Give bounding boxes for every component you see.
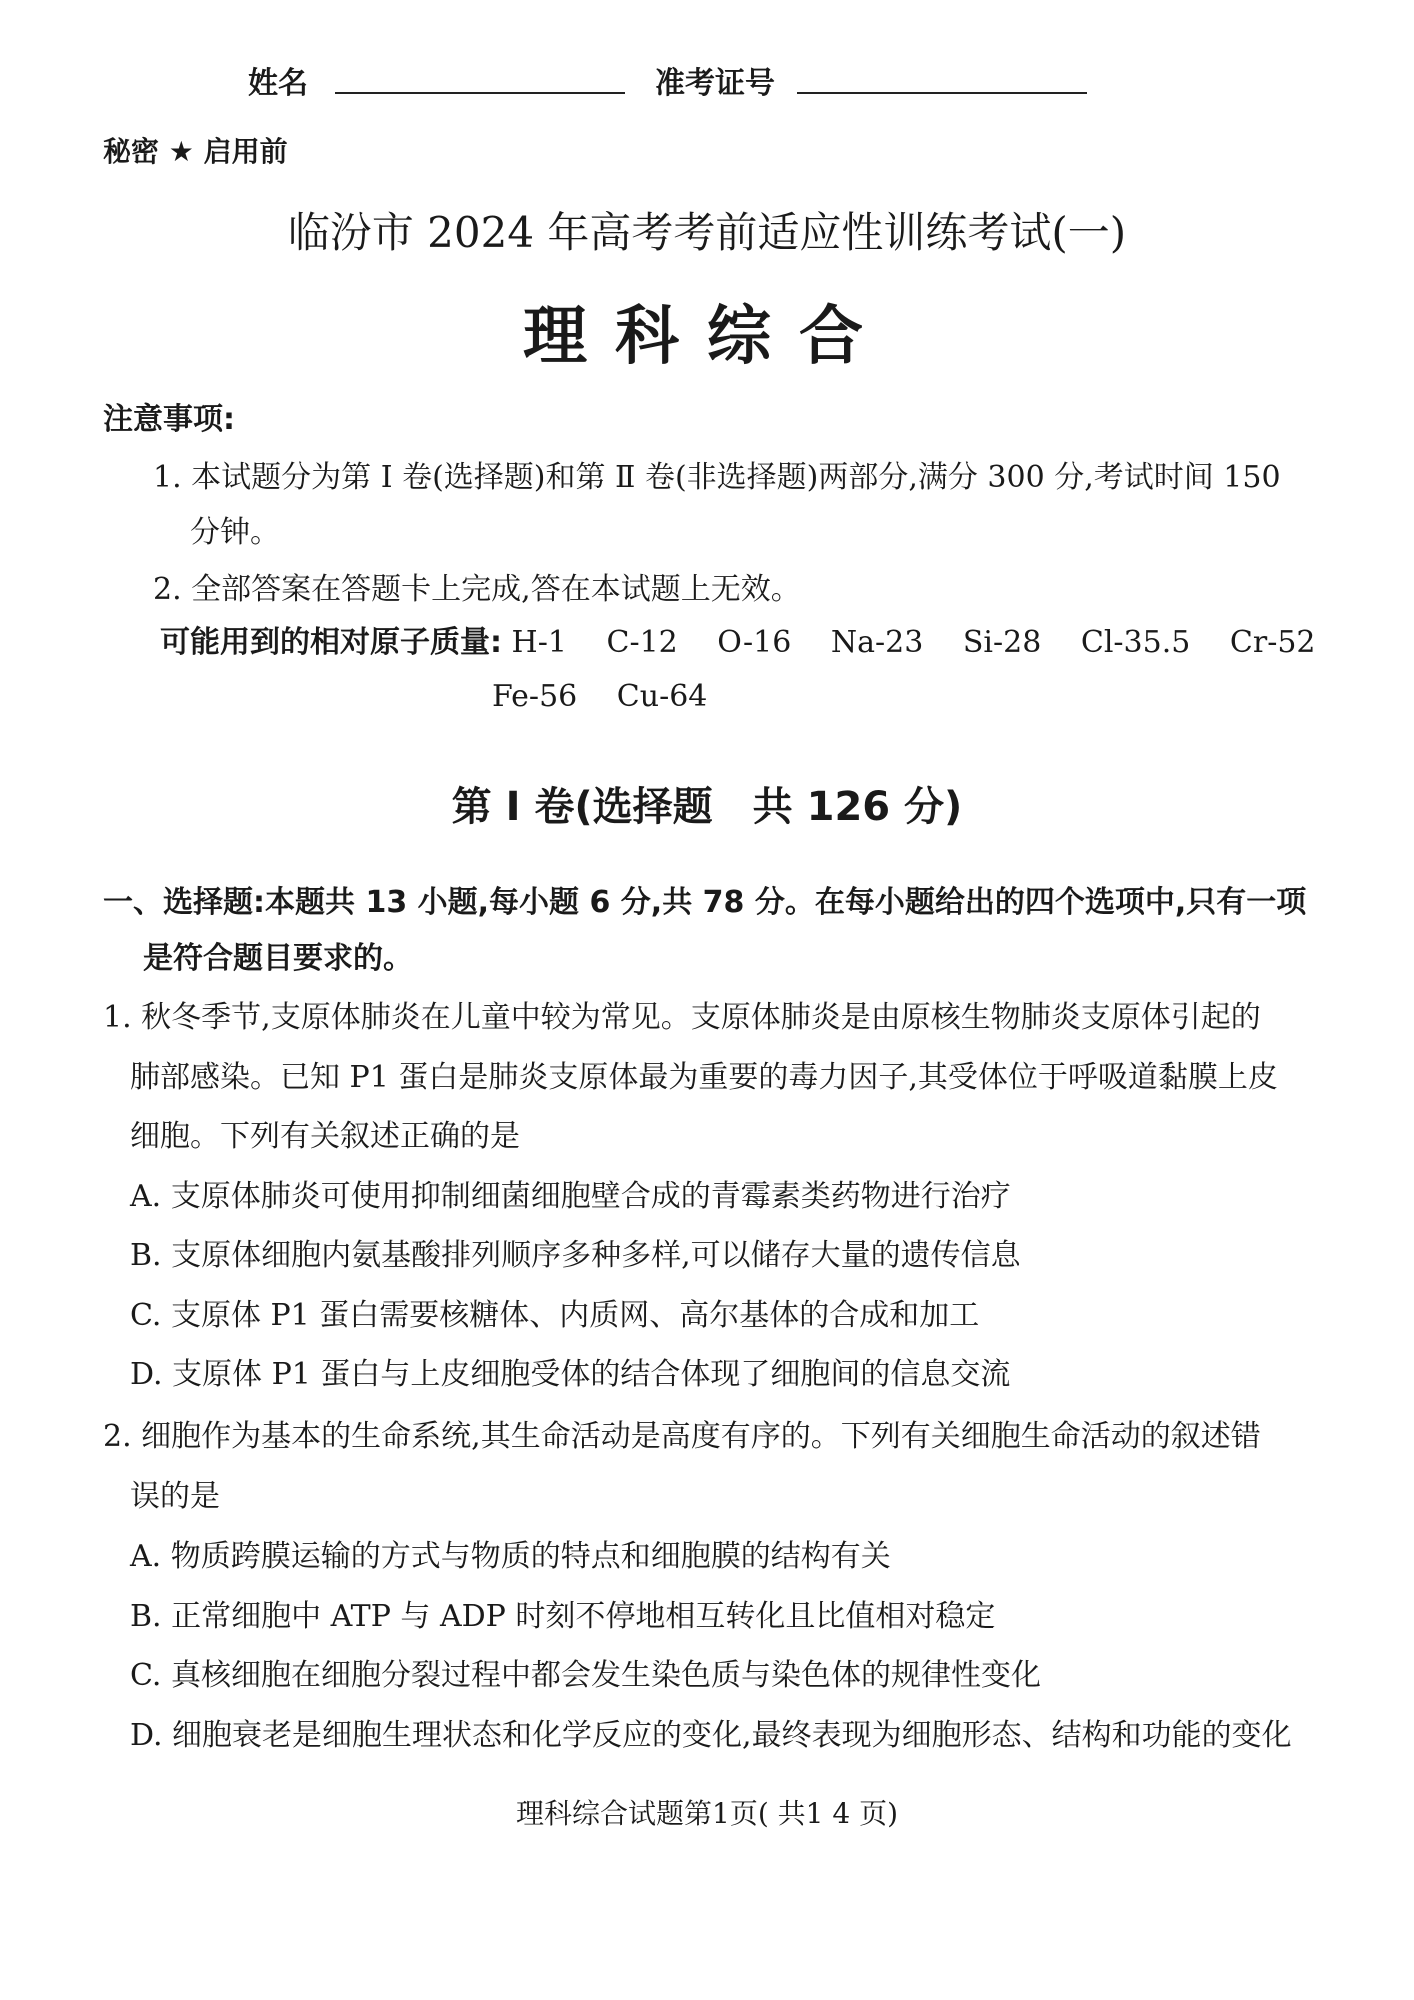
question-1-option-c: C. 支原体 P1 蛋白需要核糖体、内质网、高尔基体的合成和加工 <box>130 1298 980 1333</box>
mass-item: O-16 <box>717 625 792 660</box>
question-2-option-a: A. 物质跨膜运输的方式与物质的特点和细胞膜的结构有关 <box>130 1539 891 1574</box>
name-label: 姓名 <box>248 66 308 101</box>
notes-item-1-line-2: 分钟。 <box>190 515 280 550</box>
mass-item: Si-28 <box>962 625 1042 660</box>
question-1-option-d: D. 支原体 P1 蛋白与上皮细胞受体的结合体现了细胞间的信息交流 <box>130 1357 1011 1392</box>
subject-title: 理科综合 <box>523 300 891 374</box>
section-instruction-line-1: 一、选择题:本题共 13 小题,每小题 6 分,共 78 分。在每小题给出的四个选项中,只有一项 <box>103 885 1307 920</box>
atomic-masses-line-2 <box>492 679 737 714</box>
question-2-option-c: C. 真核细胞在细胞分裂过程中都会发生染色质与染色体的规律性变化 <box>130 1658 1041 1693</box>
question-2-option-b: B. 正常细胞中 ATP 与 ADP 时刻不停地相互转化且比值相对稳定 <box>130 1599 996 1634</box>
mass-item: C-12 <box>606 625 678 660</box>
question-1-option-a: A. 支原体肺炎可使用抑制细菌细胞壁合成的青霉素类药物进行治疗 <box>130 1179 1011 1214</box>
mass-item: Cr-52 <box>1229 625 1316 660</box>
notes-item-1-line-1: 1. 本试题分为第 Ⅰ 卷(选择题)和第 Ⅱ 卷(非选择题)两部分,满分 300 分,考试时间 150 <box>153 460 1281 495</box>
atomic-masses-line-1 <box>160 625 1346 660</box>
notes-item-2: 2. 全部答案在答题卡上完成,答在本试题上无效。 <box>153 572 801 607</box>
question-2-stem-line-1: 2. 细胞作为基本的生命系统,其生命活动是高度有序的。下列有关细胞生命活动的叙述错 <box>103 1419 1261 1454</box>
mass-item: Cl-35.5 <box>1080 625 1191 660</box>
exam-id-label: 准考证号 <box>655 66 775 101</box>
section-title: 第 Ⅰ 卷(选择题 共 126 分) <box>451 784 963 830</box>
notes-heading: 注意事项: <box>103 402 235 437</box>
page-footer: 理科综合试题第1页( 共1 4 页) <box>516 1797 898 1830</box>
question-2-option-d: D. 细胞衰老是细胞生理状态和化学反应的变化,最终表现为细胞形态、结构和功能的变化 <box>130 1718 1292 1753</box>
question-1-option-b: B. 支原体细胞内氨基酸排列顺序多种多样,可以储存大量的遗传信息 <box>130 1238 1021 1273</box>
name-blank[interactable] <box>335 92 625 94</box>
exam-id-blank[interactable] <box>797 92 1087 94</box>
question-1-stem-line-3: 细胞。下列有关叙述正确的是 <box>130 1119 520 1154</box>
mass-item: Cu-64 <box>616 679 708 714</box>
atomic-masses-label: 可能用到的相对原子质量: <box>160 625 502 660</box>
section-instruction-line-2: 是符合题目要求的。 <box>143 941 413 976</box>
exam-title: 临汾市 2024 年高考考前适应性训练考试(一) <box>287 208 1127 257</box>
mass-item: Na-23 <box>830 625 924 660</box>
mass-item: H-1 <box>511 625 567 660</box>
question-1-stem-line-2: 肺部感染。已知 P1 蛋白是肺炎支原体最为重要的毒力因子,其受体位于呼吸道黏膜上皮 <box>130 1060 1278 1095</box>
question-2-stem-line-2: 误的是 <box>130 1479 220 1514</box>
confidential-mark: 秘密 ★ 启用前 <box>103 135 288 168</box>
question-1-stem-line-1: 1. 秋冬季节,支原体肺炎在儿童中较为常见。支原体肺炎是由原核生物肺炎支原体引起的 <box>103 1000 1261 1035</box>
mass-item: Fe-56 <box>492 679 578 714</box>
